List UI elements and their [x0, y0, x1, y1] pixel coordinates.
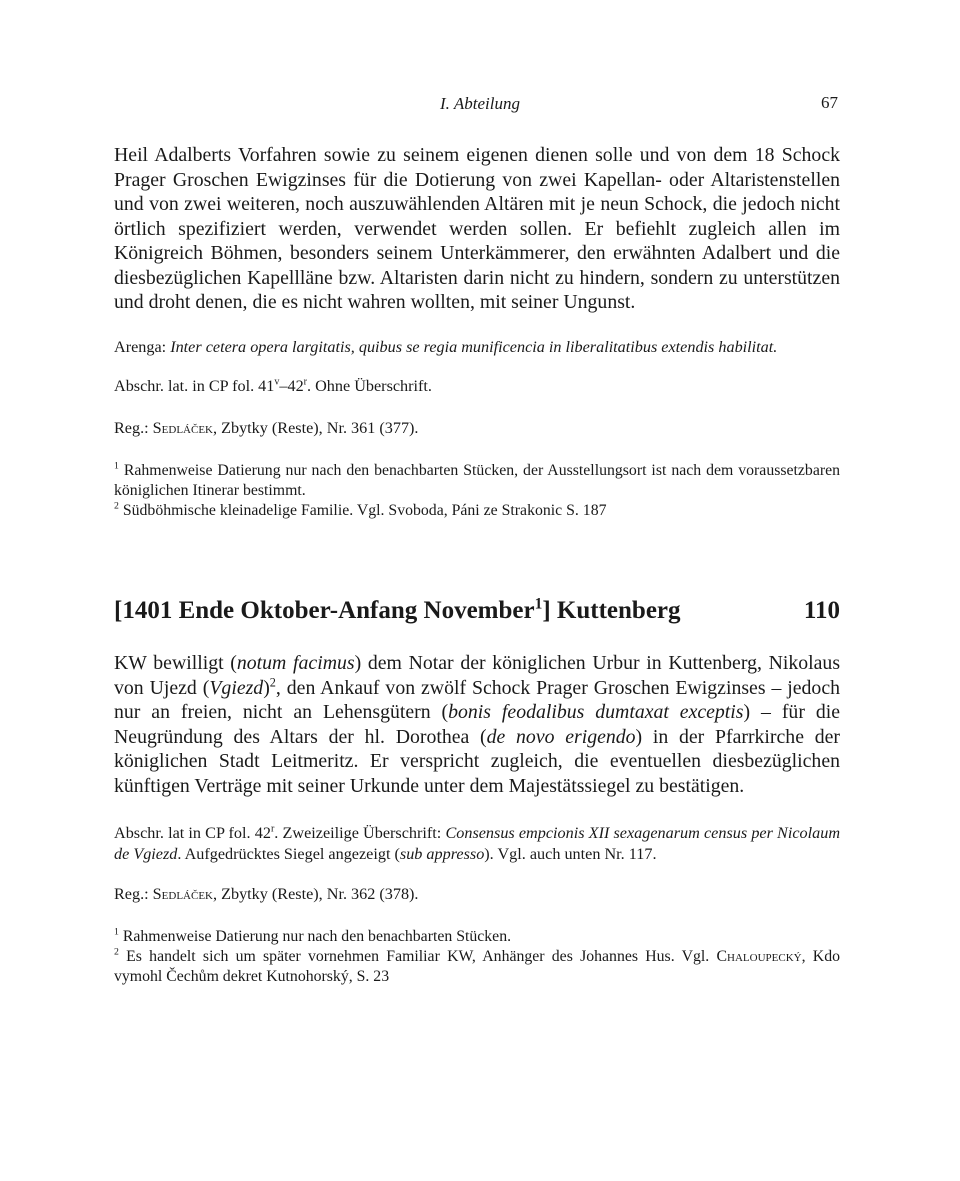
entry-continuation-paragraph	[114, 143, 840, 315]
abschrift-line: Abschr. lat in CP fol. 42$^r$. Zweizeilige Überschrift: Consensus empcionis XII sexagenarum census per Nicolaum de Vgiezd. Aufgedrücktes Siegel angezeigt (sub appresso). Vgl. auch unten Nr. 117.	[114, 823, 841, 863]
abschrift-line	[114, 376, 840, 397]
reg-text: , Zbytky (Reste), Nr. 362 (378).	[213, 885, 419, 903]
page-number: 67	[821, 93, 838, 112]
heading-place: ] Kuttenberg	[542, 597, 681, 624]
heading-date: [1401 Ende Oktober-Anfang November	[114, 597, 535, 624]
footnote-text: Rahmenweise Datierung nur nach den benachbarten Stücken.	[122, 928, 512, 945]
footnote-text: Es handelt sich um später vornehmen Familiar KW, Anhänger des Johannes Hus. Vgl.	[126, 948, 710, 965]
abschrift-prefix: Abschr. lat. in CP fol. 41	[114, 377, 275, 395]
regest-text: Heil Adalberts Vorfahren sowie zu seinem eigenen dienen solle und von dem 18 Schock Prager Groschen Ewigzinses für die Dotierung von zwei Kapellan- oder Altaristenstellen und von zwei weiteren, noch auszuwählenden Altären mit je neun Schock, die jedoch nicht örtlich spezifiziert werden, verwendet werden sollen. Er befiehlt zugleich allen im Königreich Böhmen, besonders seinem Unterkämmerer, den erwähnten Adalbert und die diesbezüglichen Kapellläne bzw. Altaristen darin nicht zu hindern, sondern zu unterstützen und droht denen, die es nicht wahren wollten, mit seiner Ungunst.	[114, 144, 840, 313]
footnote-number: 1	[114, 926, 119, 938]
reg-author: Sedláček	[152, 419, 214, 437]
footnote	[114, 927, 840, 947]
arenga-text: Inter cetera opera largitatis, quibus se regia munificencia in liberalitatibus extendis habilitat.	[170, 338, 778, 356]
reg-text: , Zbytky (Reste), Nr. 361 (377).	[213, 419, 419, 437]
regest-paragraph	[114, 651, 840, 798]
arenga-label: Arenga:	[114, 338, 167, 356]
footnote	[114, 461, 840, 501]
footnotes	[114, 461, 840, 521]
reg-author: Sedláček	[152, 885, 214, 903]
footnote-text: Südböhmische kleinadelige Familie. Vgl. Svoboda, Páni ze Strakonic S. 187	[122, 502, 607, 519]
footnote-tail: , Kdo vymohl Čechům dekret Kutnohorský, S. 23	[114, 948, 840, 985]
regest-text: KW bewilligt (notum facimus) dem Notar der königlichen Urbur in Kuttenberg, Nikolaus von Ujezd (Vgiezd)$^2$, den Ankauf von zwölf Schock Prager Groschen Ewigzinses – jedoch nur an freien, nicht an Lehensgütern (bonis feodalibus dumtaxat exceptis) – für die Neugründung des Altars der hl. Dorothea (de novo erigendo) in der Pfarrkirche der königlichen Stadt Leitmeritz. Er verspricht zugleich, die eventuellen diesbezüglichen künftigen Verträge mit seiner Urkunde unter dem Majestätssiegel zu bestätigen.	[114, 652, 841, 797]
folio-verso-sup: v	[274, 376, 280, 388]
footnote-author: Chaloupecký	[716, 948, 802, 965]
abschrift-suffix: . Ohne Überschrift.	[307, 377, 432, 395]
regest-reference	[114, 884, 840, 905]
footnote-number: 2	[114, 946, 119, 958]
document-number: 110	[803, 597, 840, 624]
footnote-number: 2	[114, 500, 119, 512]
regest-reference	[114, 418, 840, 439]
abschrift-range: –42	[279, 377, 304, 395]
footnote	[114, 947, 840, 987]
folio-recto-sup: r	[303, 376, 308, 388]
footnote-number: 1	[114, 460, 119, 472]
footnote	[114, 501, 840, 521]
reg-label: Reg.:	[114, 885, 149, 903]
running-header-title: I. Abteilung	[440, 94, 520, 113]
footnote-text: Rahmenweise Datierung nur nach den benachbarten Stücken, der Ausstellungsort ist nach dem voraussetzbaren königlichen Itinerar bestimmt.	[114, 462, 841, 499]
document-heading	[114, 597, 840, 625]
heading-date-place	[114, 597, 681, 625]
heading-footnote-sup: 1	[534, 595, 543, 613]
reg-label: Reg.:	[114, 419, 149, 437]
arenga-line	[114, 337, 840, 358]
footnotes	[114, 927, 840, 987]
